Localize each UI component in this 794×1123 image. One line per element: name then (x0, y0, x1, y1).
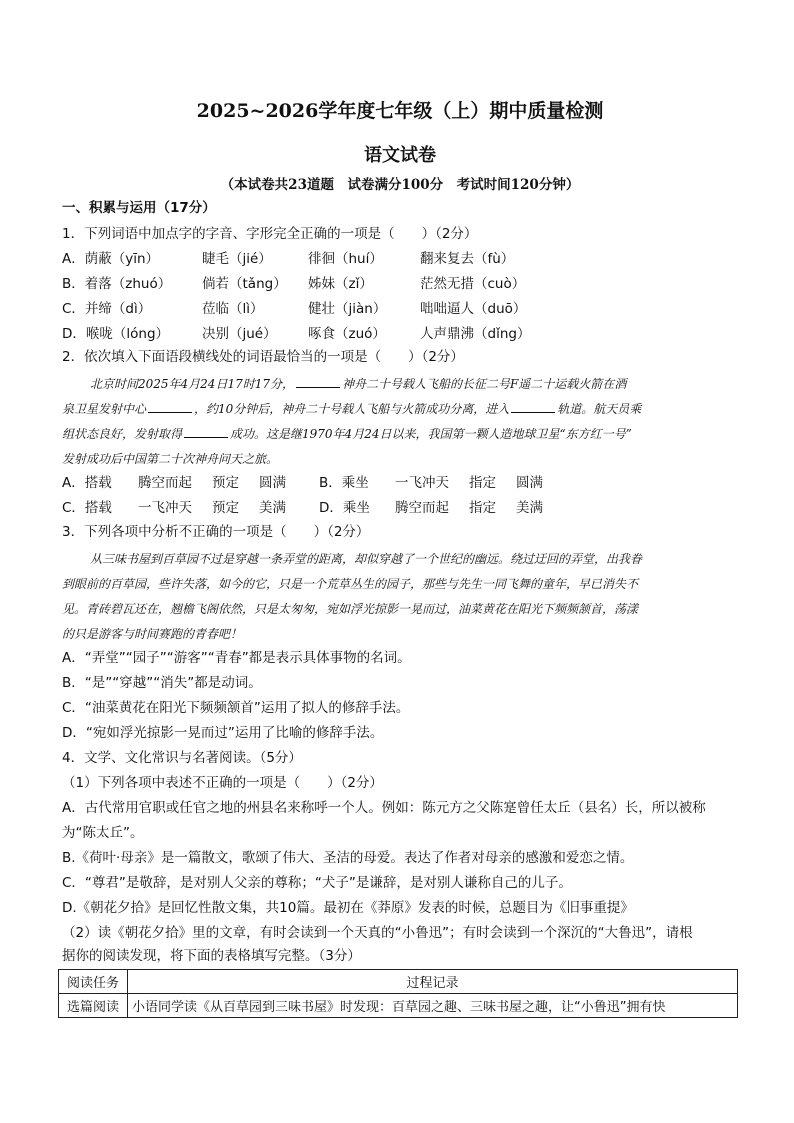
option-cell: 美满 (259, 500, 286, 516)
fill-blank (296, 375, 340, 388)
q2-passage-line (62, 425, 632, 443)
q4-sub1-option: B.《荷叶·母亲》是一篇散文，歌颂了伟大、圣洁的母爱。表达了作者对母亲的感激和爱恋之情。 (62, 850, 634, 866)
option-cell: 指定 (469, 500, 496, 516)
option-cell: 圆满 (259, 475, 286, 491)
option-cell: 姊妹（zǐ） (308, 276, 373, 292)
option-cell: 圆满 (516, 475, 543, 491)
option-cell: 健壮（jiàn） (308, 301, 387, 317)
option-cell: C．搭载 (62, 500, 112, 516)
option-cell: D．乘坐 (319, 500, 370, 516)
q2-passage-line (62, 450, 278, 468)
option-cell: 倘若（tǎng） (202, 276, 287, 292)
q4-sub1-option: 为“陈太丘”。 (62, 825, 144, 841)
q3-option-c: C．“油菜黄花在阳光下频频颔首”运用了拟人的修辞手法。 (62, 700, 410, 716)
q3-passage-line: 见。青砖碧瓦还在，翘檐飞阁依然，只是太匆匆，宛如浮光掠影一晃而过，油菜黄花在阳光下频频颔首，荡漾 (62, 602, 639, 616)
option-cell: A．荫蔽（yīn） (62, 251, 160, 267)
exam-title: 2025~2026学年度七年级（上）期中质量检测 (196, 100, 604, 122)
option-cell: 一飞冲天 (395, 475, 449, 491)
table-header-cell: 阅读任务 (59, 970, 128, 994)
passage-text: 成功。这是继1970年4月24日以来，我国第一颗人造地球卫星“东方红一号” (230, 427, 632, 441)
passage-text: 北京时间2025年4月24日17时17分， (90, 377, 294, 391)
q3-option-a: A．“弄堂”“园子”“游客”“青春”都是表示具体事物的名词。 (62, 650, 411, 666)
option-cell: 茫然无措（cuò） (420, 276, 526, 292)
q2-options-ab (62, 474, 543, 492)
q3-passage-line: 的只是游客与时间赛跑的青春吧！ (62, 627, 243, 641)
section-heading: 一、积累与运用（17分） (62, 200, 216, 216)
q4-sub1-option: D.《朝花夕拾》是回忆性散文集，共10篇。最初在《莽原》发表的时候，总题目为《旧事重提》 (62, 900, 634, 916)
q1-option-a (62, 250, 514, 268)
option-cell: A．搭载 (62, 475, 112, 491)
option-cell: 预定 (212, 500, 239, 516)
q4-sub2-line: 据你的阅读发现，将下面的表格填写完整。（3分） (62, 948, 361, 964)
q4-sub1-option: C．“尊君”是敬辞，是对别人父亲的尊称；“犬子”是谦辞，是对别人谦称自己的儿子。 (62, 875, 572, 891)
table-header-cell: 过程记录 (128, 970, 738, 994)
reading-task-table (58, 969, 738, 1018)
q4-stem: 4．文学、文化常识与名著阅读。（5分） (62, 750, 302, 766)
q1-option-d (62, 325, 530, 343)
passage-text: 轨道。航天员乘 (557, 402, 642, 416)
option-cell: C．并缔（dì） (62, 301, 152, 317)
option-cell: 腾空而起 (395, 500, 449, 516)
q4-sub1-stem: （1）下列各项中表述不正确的一项是（ ）（2分） (62, 775, 383, 791)
option-cell: 美满 (516, 500, 543, 516)
table-row (59, 994, 738, 1018)
fill-blank (511, 400, 555, 413)
exam-info: （本试卷共23道题 试卷满分100分 考试时间120分钟） (220, 177, 580, 193)
q4-sub2-line: （2）读《朝花夕拾》里的文章，有时会读到一个天真的“小鲁迅”；有时会读到一个深沉的“大鲁迅”，请根 (62, 925, 693, 941)
q3-stem: 3．下列各项中分析不正确的一项是（ ）（2分） (62, 524, 370, 540)
q2-stem: 2．依次填入下面语段横线处的词语最恰当的一项是（ ）（2分） (62, 349, 464, 365)
q2-passage-line (90, 375, 626, 393)
q3-option-b: B．“是”“穿越”“消失”都是动词。 (62, 675, 262, 691)
passage-text: 泉卫星发射中心 (62, 402, 147, 416)
fill-blank (148, 400, 192, 413)
table-cell: 小语同学读《从百草园到三味书屋》时发现：百草园之趣、三味书屋之趣，让“小鲁迅”拥有快 (128, 994, 738, 1018)
option-cell: 啄食（zuó） (308, 326, 386, 342)
fill-blank (184, 425, 228, 438)
option-cell: 指定 (469, 475, 496, 491)
option-cell: 人声鼎沸（dǐng） (420, 326, 531, 342)
q2-passage-line (62, 400, 641, 418)
option-cell: 预定 (212, 475, 239, 491)
option-cell: 决别（jué） (202, 326, 277, 342)
q4-sub1-option: A．古代常用官职或任官之地的州县名来称呼一个人。例如：陈元方之父陈寔曾任太丘（县名）长，所以被称 (62, 800, 706, 816)
q3-passage-line: 从三味书屋到百草园不过是穿越一条弄堂的距离，却似穿越了一个世纪的幽远。绕过迂回的弄堂，出我眷 (90, 552, 643, 566)
option-cell: 莅临（lì） (202, 301, 264, 317)
passage-text: 发射成功后中国第二十次神舟问天之旅。 (62, 452, 279, 466)
option-cell: 咄咄逼人（duō） (420, 301, 527, 317)
passage-text: ，约10分钟后，神舟二十号载人飞船与火箭成功分离，进入 (194, 402, 510, 416)
option-cell: 徘徊（huí） (308, 251, 383, 267)
table-header-row (59, 970, 738, 994)
option-cell: 翻来复去（fù） (420, 251, 515, 267)
option-cell: 睫毛（jié） (202, 251, 272, 267)
passage-text: 组状态良好，发射取得 (62, 427, 183, 441)
option-cell: B．着落（zhuó） (62, 276, 172, 292)
q3-option-d: D．“宛如浮光掠影一晃而过”运用了比喻的修辞手法。 (62, 725, 384, 741)
q1-option-c (62, 300, 526, 318)
option-cell: B．乘坐 (319, 475, 369, 491)
q1-stem: 1．下列词语中加点字的字音、字形完全正确的一项是（ ）（2分） (62, 226, 478, 242)
table-cell: 选篇阅读 (59, 994, 128, 1018)
exam-subject: 语文试卷 (364, 145, 436, 166)
passage-text: 神舟二十号载人飞船的长征二号F遥二十运载火箭在酒 (341, 377, 627, 391)
q3-passage-line: 到眼前的百草园，些许失落，如今的它，只是一个荒草丛生的园子，那些与先生一同飞舞的童年，早已消失不 (62, 577, 639, 591)
option-cell: D．喉咙（lóng） (62, 326, 170, 342)
q2-options-cd (62, 499, 543, 517)
option-cell: 一飞冲天 (138, 500, 192, 516)
q1-option-b (62, 275, 525, 293)
option-cell: 腾空而起 (138, 475, 192, 491)
